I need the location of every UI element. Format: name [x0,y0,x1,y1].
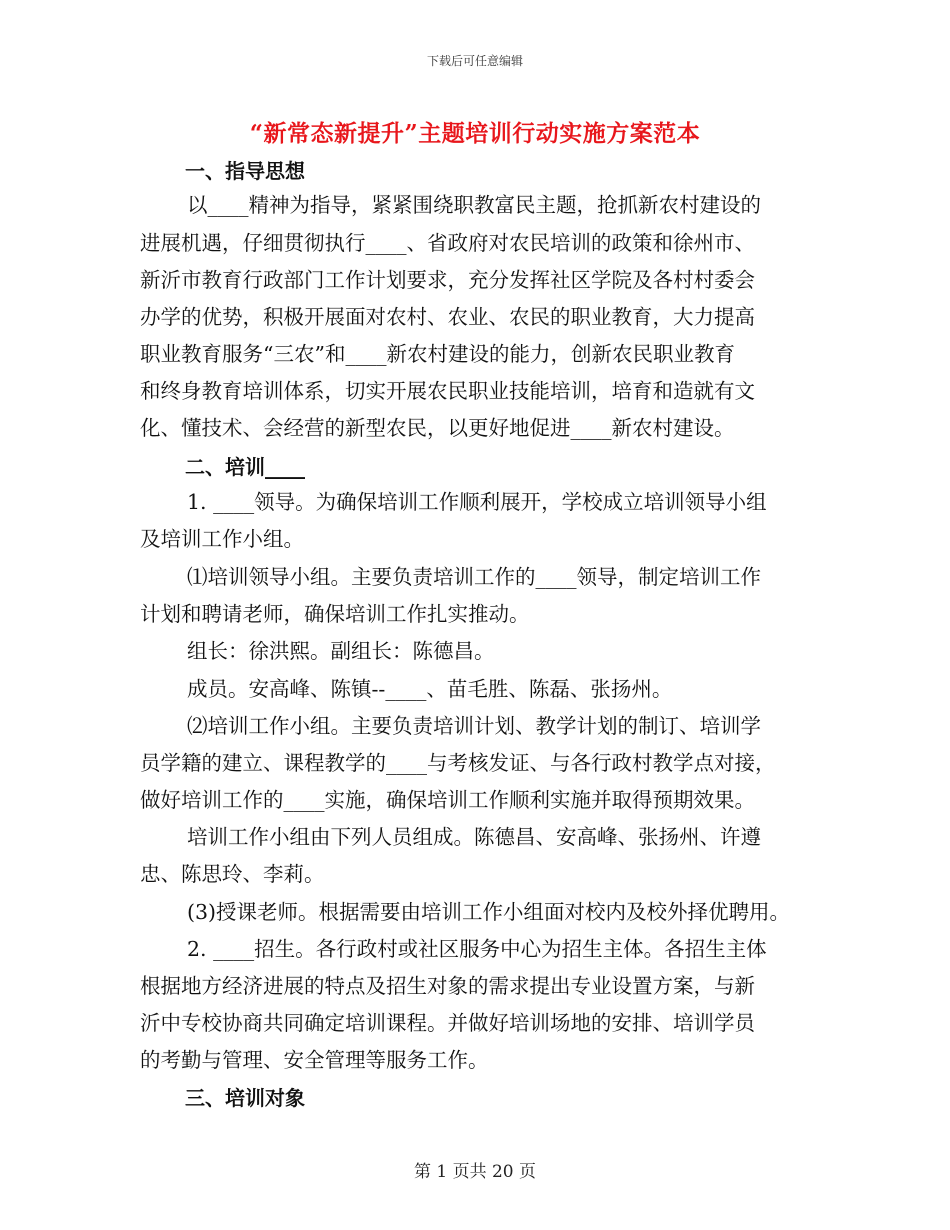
paragraph-line: 忠、陈思玲、李莉。 [140,862,325,886]
paragraph-line: 职业教育服务“三农”和____新农村建设的能力，创新农民职业教育 [140,342,735,366]
section-heading-2: 二、培训____ [185,455,305,479]
paragraph-line: ⑵培训工作小组。主要负责培训计划、教学计划的制订、培训学 [187,714,761,738]
paragraph-line: 培训工作小组由下列人员组成。陈德昌、安高峰、张扬州、许遵 [187,825,761,849]
paragraph-line: 根据地方经济进展的特点及招生对象的需求提出专业设置方案，与新 [140,974,755,998]
paragraph-line: 新沂市教育行政部门工作计划要求，充分发挥社区学院及各村村委会 [140,268,755,292]
paragraph-line: 沂中专校协商共同确定培训课程。并做好培训场地的安排、培训学员 [140,1011,755,1035]
section-heading-1: 一、指导思想 [185,159,305,183]
document-title: “新常态新提升”主题培训行动实施方案范本 [249,120,701,147]
paragraph-line: 做好培训工作的____实施，确保培训工作顺利实施并取得预期效果。 [140,788,755,812]
paragraph-line: 的考勤与管理、安全管理等服务工作。 [140,1048,489,1072]
paragraph-line: (3)授课老师。根据需要由培训工作小组面对校内及校外择优聘用。 [187,900,791,924]
paragraph-line: ⑴培训领导小组。主要负责培训工作的____领导，制定培训工作 [187,565,761,589]
paragraph-line: 及培训工作小组。 [140,527,304,551]
paragraph-line: 以____精神为指导，紧紧围绕职教富民主题，抢抓新农村建设的 [187,193,761,217]
paragraph-line: 员学籍的建立、课程教学的____与考核发证、与各行政村教学点对接， [140,751,776,775]
paragraph-line: 组长：徐洪熙。副组长：陈德昌。 [187,639,495,663]
paragraph-line: 成员。安高峰、陈镇--____、苗毛胜、陈磊、张扬州。 [187,677,673,701]
paragraph-line: 1. ____领导。为确保培训工作顺利展开，学校成立培训领导小组 [187,490,767,514]
page-header: 下载后可任意编辑 [426,54,523,68]
paragraph-line: 化、懂技术、会经营的新型农民，以更好地促进____新农村建设。 [140,416,735,440]
paragraph-line: 进展机遇，仔细贯彻执行____、省政府对农民培训的政策和徐州市、 [140,231,755,255]
paragraph-line: 办学的优势，积极开展面对农村、农业、农民的职业教育，大力提高 [140,305,755,329]
paragraph-line: 和终身教育培训体系，切实开展农民职业技能培训，培育和造就有文 [140,379,755,403]
section-heading-3: 三、培训对象 [185,1086,305,1110]
paragraph-line: 2. ____招生。各行政村或社区服务中心为招生主体。各招生主体 [187,937,767,961]
paragraph-line: 计划和聘请老师，确保培训工作扎实推动。 [140,602,530,626]
page-footer: 第 1 页共 20 页 [413,1162,537,1182]
